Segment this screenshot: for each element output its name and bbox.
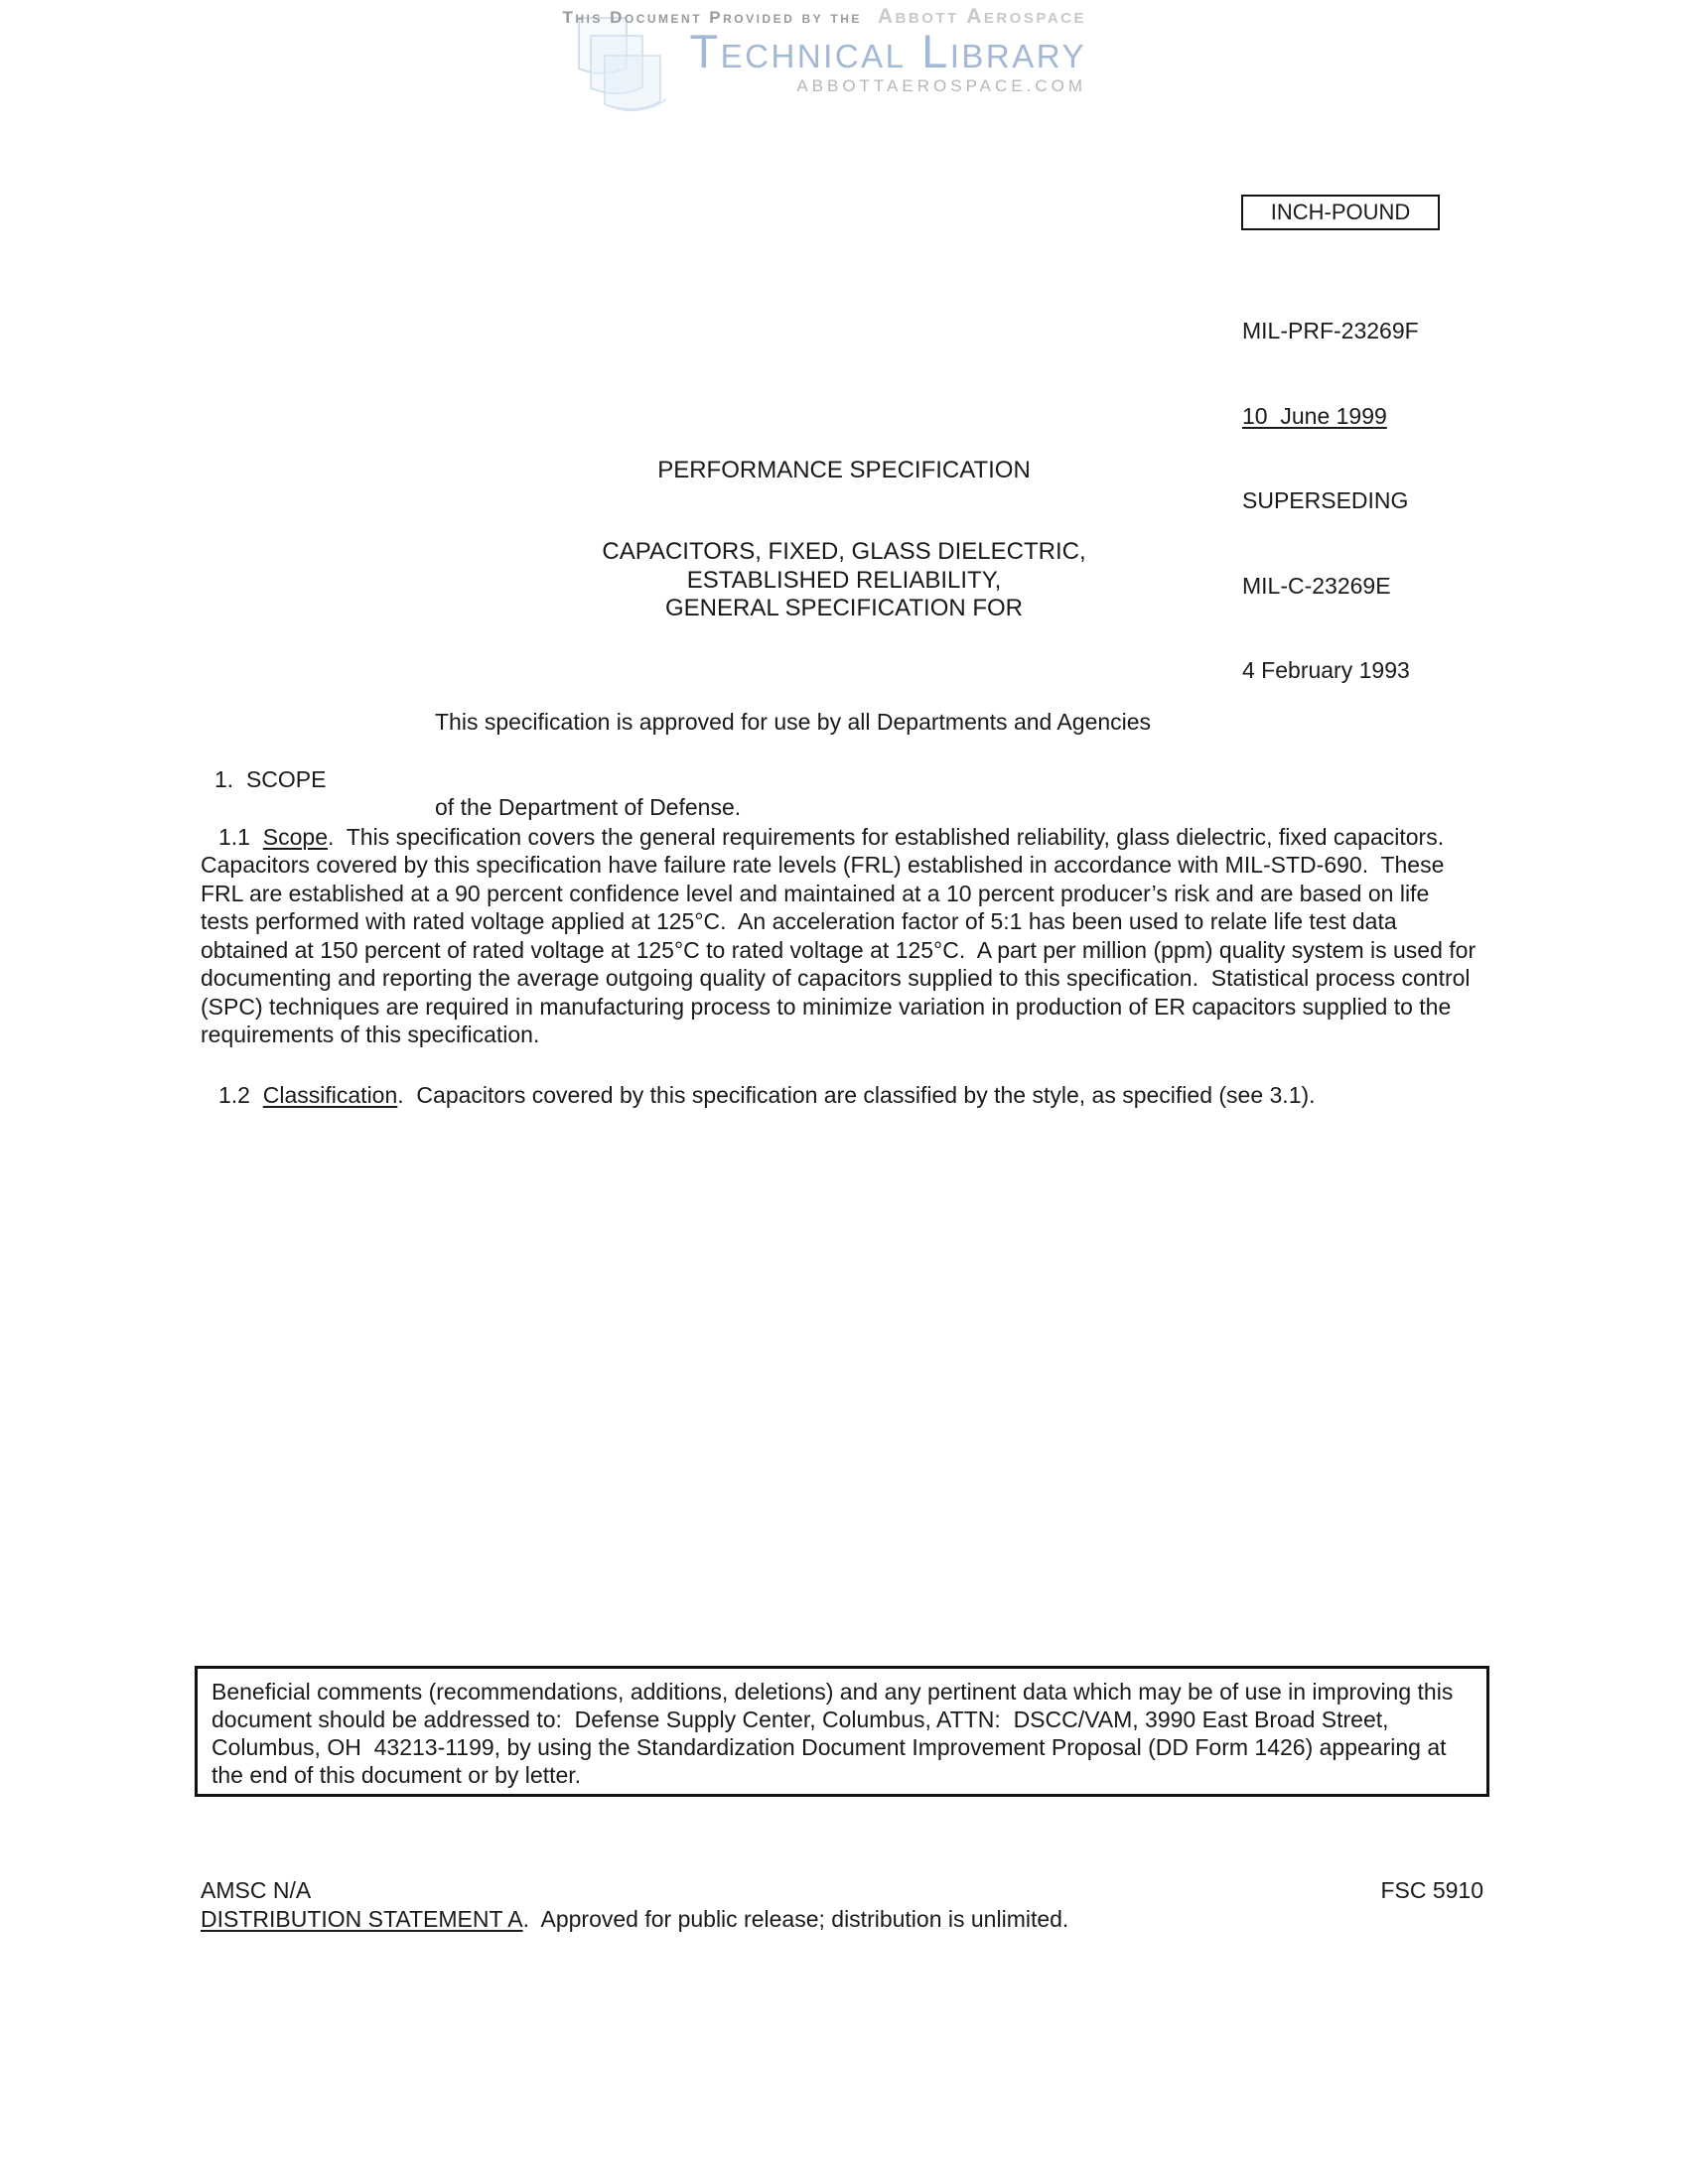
paragraph-term: Scope — [262, 824, 328, 850]
approval-line-1: This specification is approved for use by all Departments and Agencies — [435, 709, 1152, 735]
logo-url-text: ABBOTTAEROSPACE.COM — [796, 76, 1086, 95]
approval-line-2: of the Department of Defense. — [435, 793, 742, 820]
title-line-3: GENERAL SPECIFICATION FOR — [664, 595, 1024, 621]
logo-tagline — [562, 6, 1086, 27]
paragraph-1-2-classification — [201, 1081, 1483, 1109]
footer-codes-row — [201, 1877, 1483, 1904]
beneficial-comments-box — [195, 1666, 1489, 1797]
title-line-1: CAPACITORS, FIXED, GLASS DIELECTRIC, — [602, 538, 1086, 565]
paragraph-number: 1.1 — [218, 824, 263, 850]
amsc-number: AMSC N/A — [201, 1877, 312, 1903]
specification-type-heading: PERFORMANCE SPECIFICATION — [657, 457, 1031, 483]
superseding-label: SUPERSEDING — [1242, 487, 1409, 513]
superseded-document-date: 4 February 1993 — [1242, 657, 1410, 683]
superseded-document-number: MIL-C-23269E — [1242, 572, 1391, 599]
inch-pound-badge — [1241, 195, 1440, 230]
paragraph-number: 1.2 — [218, 1082, 263, 1108]
inch-pound-label: INCH-POUND — [1270, 200, 1411, 224]
logo-provided-by-text: This Document Provided by the — [562, 8, 862, 27]
distribution-statement-text: . Approved for public release; distribution is unlimited. — [522, 1906, 1069, 1932]
section-heading-scope: 1. SCOPE — [214, 766, 327, 792]
paragraph-text: . Capacitors covered by this specification are classified by the style, as specified (see 3.1). — [397, 1082, 1316, 1108]
paragraph-1-1-scope — [201, 823, 1483, 1049]
document-date: 10 June 1999 — [1242, 402, 1387, 429]
distribution-statement — [201, 1906, 1068, 1933]
distribution-statement-term: DISTRIBUTION STATEMENT A — [201, 1906, 523, 1932]
paragraph-term: Classification — [262, 1082, 398, 1108]
logo-library-title: Technical Library — [689, 25, 1086, 77]
fsc-number: FSC 5910 — [1380, 1877, 1483, 1903]
paragraph-text: . This specification covers the general requirements for established reliability, glass dielectric, fixed capacitors. Capacitors covered by this specification have failure rate levels (FRL) established in accordance with MIL-STD-690. These FRL are established at a 90 percent confidence level and maintained at a 10 percent producer’s risk and are based on life tests performed with rated voltage applied at 125°C. An acceleration factor of 5:1 has been used to relate life test data obtained at 150 percent of rated voltage at 125°C to rated voltage at 125°C. A part per million (ppm) quality system is used for documenting and reporting the average outgoing quality of capacitors supplied to this specification. Statistical process control (SPC) techniques are required in manufacturing process to minimize variation in production of ER capacitors supplied to the requirements of this specification. — [201, 824, 1482, 1048]
document-title — [0, 538, 1688, 623]
document-number: MIL-PRF-23269F — [1242, 318, 1419, 343]
abbott-aerospace-logo — [562, 6, 1086, 94]
title-line-2: ESTABLISHED RELIABILITY, — [686, 566, 1002, 594]
beneficial-comments-text: Beneficial comments (recommendations, additions, deletions) and any pertinent data which may be of use in improving this document should be addressed to: Defense Supply Center, Columbus, ATTN: DSCC/VAM, 3990 East Broad Street, Columbus, OH 43213-1199, by using the Standardization Document Improvement Proposal (DD Form 1426) appearing at the end of this document or by letter. — [211, 1679, 1460, 1788]
document-identifier-block — [1242, 260, 1419, 742]
logo-brand-text: Abbott Aerospace — [877, 5, 1086, 28]
